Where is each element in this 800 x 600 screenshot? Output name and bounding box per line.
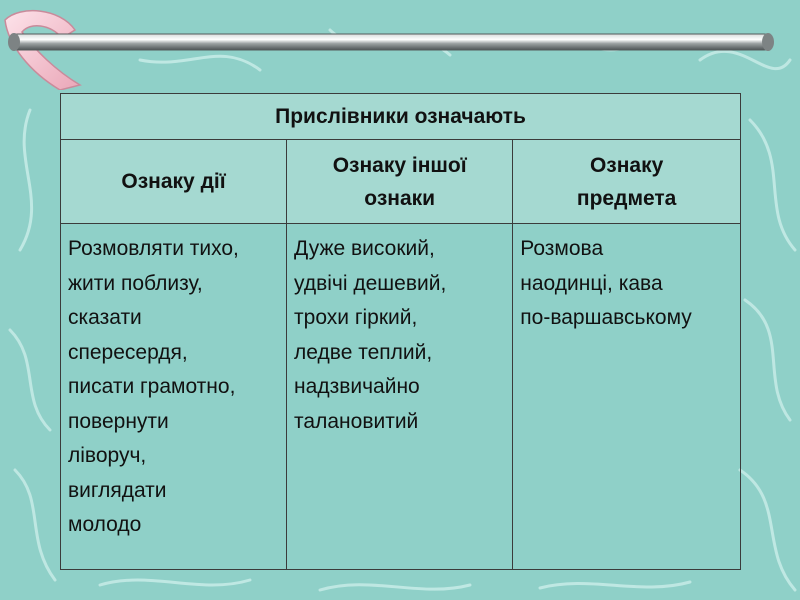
cell-line: удвічі дешевий,: [294, 271, 447, 295]
header-line: ознаки: [364, 186, 436, 210]
cell-line: виглядати: [68, 478, 167, 502]
cell-line: сказати: [68, 306, 142, 329]
header-line: Ознаку іншої: [332, 153, 467, 177]
cell-line: повернути: [68, 409, 169, 433]
cell-line: молодо: [68, 513, 142, 536]
cell-line: трохи гіркий,: [294, 306, 418, 329]
header-object-sign: [513, 140, 741, 224]
cell-line: по-варшавському: [520, 306, 692, 329]
cell-line: Дуже високий,: [294, 237, 435, 260]
header-action-sign: [61, 140, 287, 224]
cell-line: жити поблизу,: [68, 271, 203, 295]
cell-line: надзвичайно: [294, 375, 420, 398]
table-header-row: [61, 140, 741, 224]
cell-line: ліворуч,: [68, 444, 147, 467]
cell-line: талановитий: [294, 409, 419, 433]
cell-action-examples: [61, 224, 287, 570]
cell-line: писати грамотно,: [68, 375, 236, 398]
header-line: предмета: [576, 186, 677, 210]
cell-other-sign-examples: [287, 224, 513, 570]
rod-bar: [10, 34, 772, 50]
header-other-sign: [287, 140, 513, 224]
cell-line: Розмовляти тихо,: [68, 237, 239, 260]
table-title-row: [61, 94, 741, 140]
cell-line: наодинці, кава: [520, 271, 663, 295]
cell-line: спересердя,: [68, 340, 188, 364]
cell-object-sign-examples: [513, 224, 741, 570]
table-row: [61, 224, 741, 570]
table-title: Прислівники означають: [61, 94, 741, 140]
decorative-rod: [0, 0, 800, 90]
cell-line: Розмова: [520, 237, 604, 260]
header-line: Ознаку: [589, 153, 664, 177]
adverbs-table: [60, 93, 741, 570]
cell-line: ледве теплий,: [294, 340, 433, 364]
header-line: Ознаку дії: [121, 170, 226, 193]
